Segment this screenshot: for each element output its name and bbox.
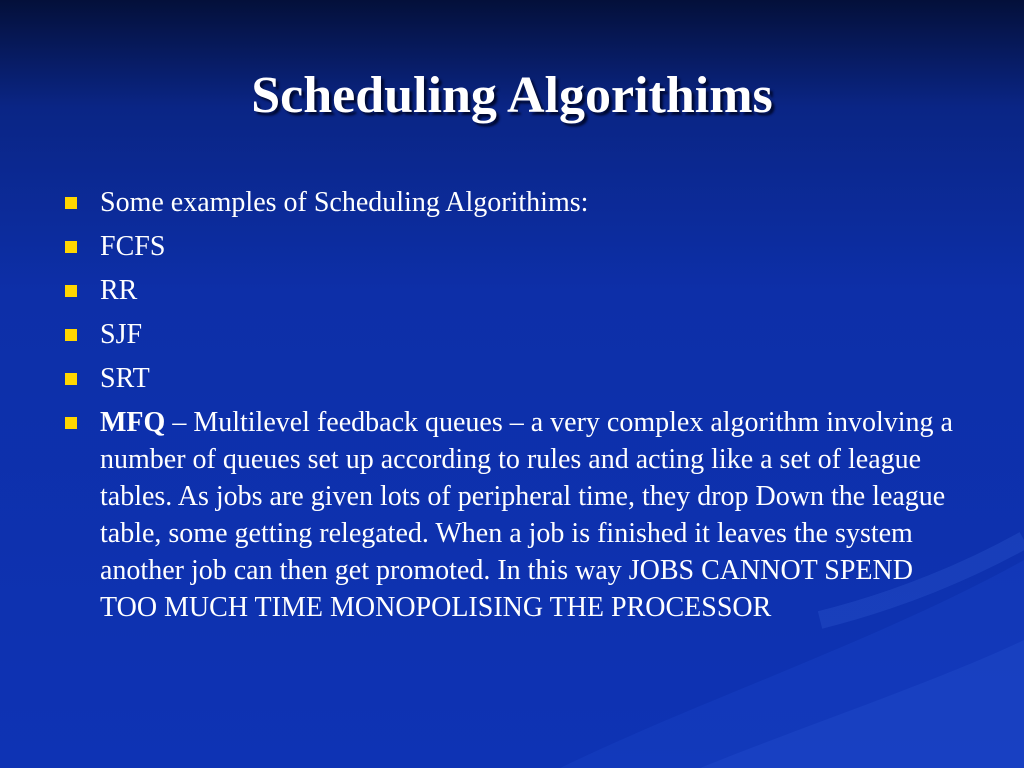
bullet-text: SRT <box>100 363 150 394</box>
bullet-list <box>58 184 968 633</box>
bullet-item <box>58 316 968 353</box>
square-bullet-icon <box>65 329 77 341</box>
square-bullet-icon <box>65 373 77 385</box>
bullet-item <box>58 272 968 309</box>
bullet-text: RR <box>100 275 138 306</box>
square-bullet-icon <box>65 241 77 253</box>
bullet-text: FCFS <box>100 231 166 262</box>
mfq-description: – Multilevel feedback queues – a very complex algorithm involving a number of queues set up according to rules and acting like a set of league tables. As jobs are given lots of peripheral time, they drop Down the league table, some getting relegated. When a job is finished it leaves the system another job can then get promoted. In this way JOBS CANNOT SPEND TOO MUCH TIME MONOPOLISING THE PROCESSOR <box>100 407 953 623</box>
square-bullet-icon <box>65 285 77 297</box>
bullet-item-mfq <box>58 404 968 626</box>
square-bullet-icon <box>65 197 77 209</box>
bullet-item <box>58 360 968 397</box>
square-bullet-icon <box>65 417 77 429</box>
slide-title: Scheduling Algorithims <box>251 67 773 124</box>
bullet-item <box>58 184 968 221</box>
bullet-text: SJF <box>100 319 143 350</box>
bullet-text: Some examples of Scheduling Algorithims: <box>100 187 589 218</box>
mfq-label: MFQ <box>100 407 166 438</box>
bullet-item <box>58 228 968 265</box>
